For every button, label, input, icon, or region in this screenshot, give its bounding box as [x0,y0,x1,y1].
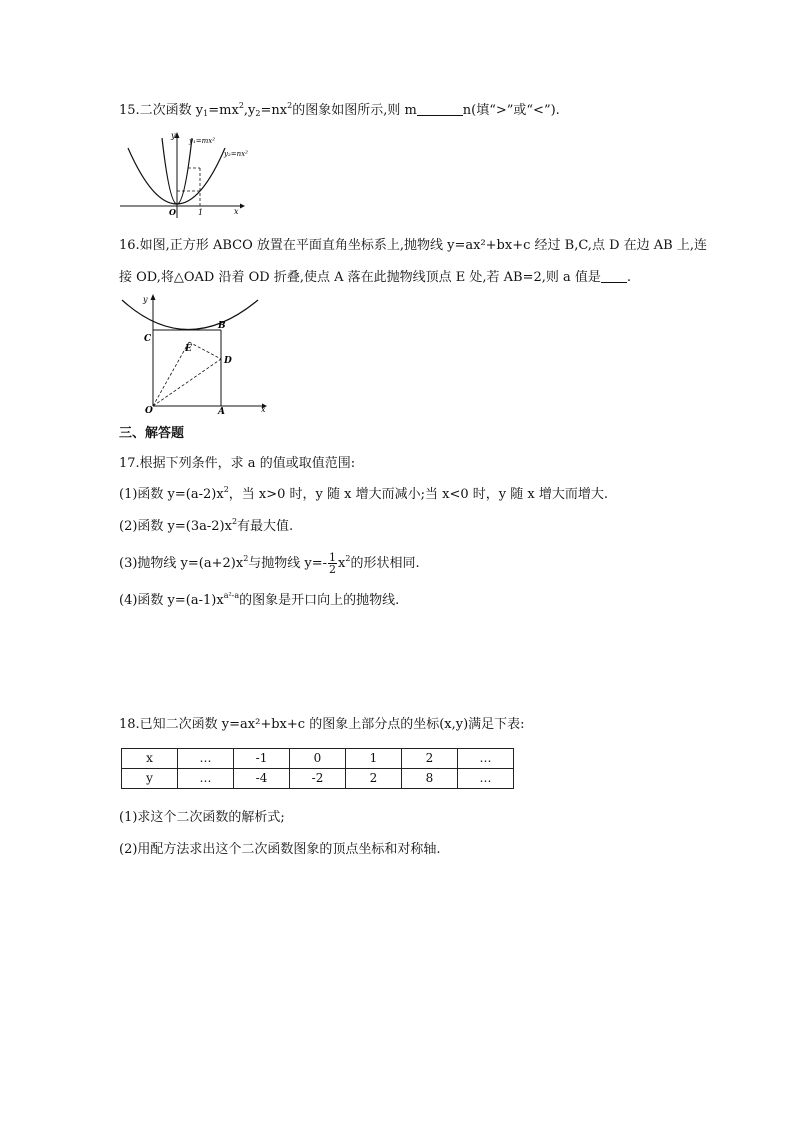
q18-part2: (2)用配方法求出这个二次函数图象的顶点坐标和对称轴. [119,842,441,857]
fig16-a-label: A [218,407,225,416]
table-row [122,749,514,769]
q15-text: 15.二次函数 $y_1=mx^2,y_2=nx^2$的图象如图所示,则 m n(填“>”或“<”). [119,101,560,118]
fig16-b-label: B [218,321,226,331]
table-row [122,769,514,789]
section-title: 三、解答题 [119,426,185,441]
values-table [121,748,514,789]
table-cell: y [122,769,178,789]
table-cell: 2 [346,769,402,789]
q18-intro: 18.已知二次函数 y=ax²+bx+c 的图象上部分点的坐标(x,y)满足下表: [119,717,525,732]
fig15-x-label: x [234,207,239,216]
table-cell: x [122,749,178,769]
answer-blank[interactable] [417,103,463,116]
fig16-o-label: O [145,406,153,416]
fig16-c-label: C [144,334,152,344]
q17-intro: 17.根据下列条件，求 a 的值或取值范围: [119,456,356,471]
q16-line2: 接 OD,将△OAD 沿着 OD 折叠,使点 A 落在此抛物线顶点 E 处,若 AB=2,则 a 值是 . [119,270,632,285]
q16-line1: 16.如图,正方形 ABCO 放置在平面直角坐标系上,抛物线 y=ax²+bx+c 经过 B,C,点 D 在边 AB 上,连 [119,238,707,253]
answer-blank[interactable] [601,270,627,283]
table-cell: -4 [234,769,290,789]
fig16-e-label: E [185,344,192,354]
fig16-parabola [122,300,258,330]
table-cell: … [458,749,514,769]
fig16-y-label: y [143,295,148,304]
q17-part3: (3)抛物线 $y=(a+2)x^2$与抛物线 y=- $\frac{1}{2}$ $x^2$的形状相同. [119,551,420,576]
fig16-x-label: x [261,405,266,414]
table-cell: 0 [290,749,346,769]
table-cell: 8 [402,769,458,789]
fig15-origin-label: O [169,207,176,217]
q17-part4: (4)函数 $y=(a-1)x^{a^2-a}$的图象是开口向上的抛物线. [119,591,400,608]
q17-part1: (1)函数 $y=(a-2)x^2$，当 x>0 时，y 随 x 增大而减小;当 x<0 时，y 随 x 增大而增大. [119,485,608,502]
table-cell: … [178,749,234,769]
fig16-d-label: D [224,356,232,366]
table-cell: … [458,769,514,789]
table-cell: 2 [402,749,458,769]
table-cell: … [178,769,234,789]
fig15-one-label: 1 [198,208,204,217]
table-cell: 1 [346,749,402,769]
fraction-one-half: $\frac{1}{2}$ [329,551,337,576]
table-cell: -1 [234,749,290,769]
fig15-curve1-label: y₁=mx² [189,137,216,145]
q17-part2: (2)函数 $y=(3a-2)x^2$有最大值. [119,517,294,534]
fig15-y-label: y [171,131,176,140]
figure-16 [116,292,272,416]
fig15-curve2-label: y₂=nx² [224,150,248,158]
q18-part1: (1)求这个二次函数的解析式; [119,810,285,825]
table-cell: -2 [290,769,346,789]
figure-15 [118,128,258,220]
